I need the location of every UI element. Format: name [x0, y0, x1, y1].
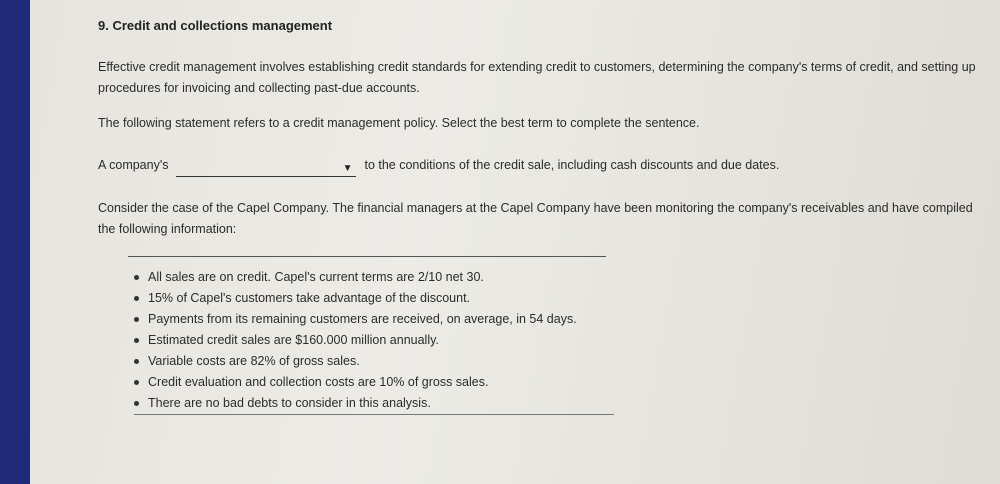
- divider: [128, 256, 606, 257]
- bullet-icon: [134, 317, 139, 322]
- list-item: Credit evaluation and collection costs are 10% of gross sales.: [134, 372, 978, 393]
- list-item: Variable costs are 82% of gross sales.: [134, 351, 978, 372]
- question-panel: [98, 18, 978, 415]
- page-background: [30, 0, 1000, 484]
- intro-text: Effective credit management involves establishing credit standards for extending credit to customers, determining the company's terms of credit, and setting up procedures for invoicing and collecting past-due accounts.: [98, 60, 976, 95]
- bullet-icon: [134, 338, 139, 343]
- facts-list: [98, 267, 978, 415]
- fill-in-sentence: [98, 154, 978, 176]
- term-dropdown[interactable]: [176, 161, 356, 177]
- list-item: 15% of Capel's customers take advantage of the discount.: [134, 288, 978, 309]
- question-title: 9. Credit and collections management: [98, 18, 333, 33]
- sentence-before: A company's: [98, 158, 169, 172]
- list-item: Estimated credit sales are $160.000 million annually.: [134, 330, 978, 351]
- list-item: Payments from its remaining customers are received, on average, in 54 days.: [134, 309, 978, 330]
- bullet-icon: [134, 296, 139, 301]
- list-item: All sales are on credit. Capel's current terms are 2/10 net 30.: [134, 267, 978, 288]
- case-intro: Consider the case of the Capel Company. The financial managers at the Capel Company have been monitoring the company's receivables and have compiled the following information:: [98, 201, 973, 236]
- chevron-down-icon: ▼: [342, 163, 353, 174]
- bullet-icon: [134, 359, 139, 364]
- list-item: There are no bad debts to consider in this analysis.: [134, 393, 614, 415]
- bullet-icon: [134, 275, 139, 280]
- sentence-after: to the conditions of the credit sale, including cash discounts and due dates.: [364, 158, 780, 172]
- bullet-icon: [134, 380, 139, 385]
- bullet-icon: [134, 401, 139, 406]
- instruction-text: The following statement refers to a credit management policy. Select the best term to complete the sentence.: [98, 116, 700, 130]
